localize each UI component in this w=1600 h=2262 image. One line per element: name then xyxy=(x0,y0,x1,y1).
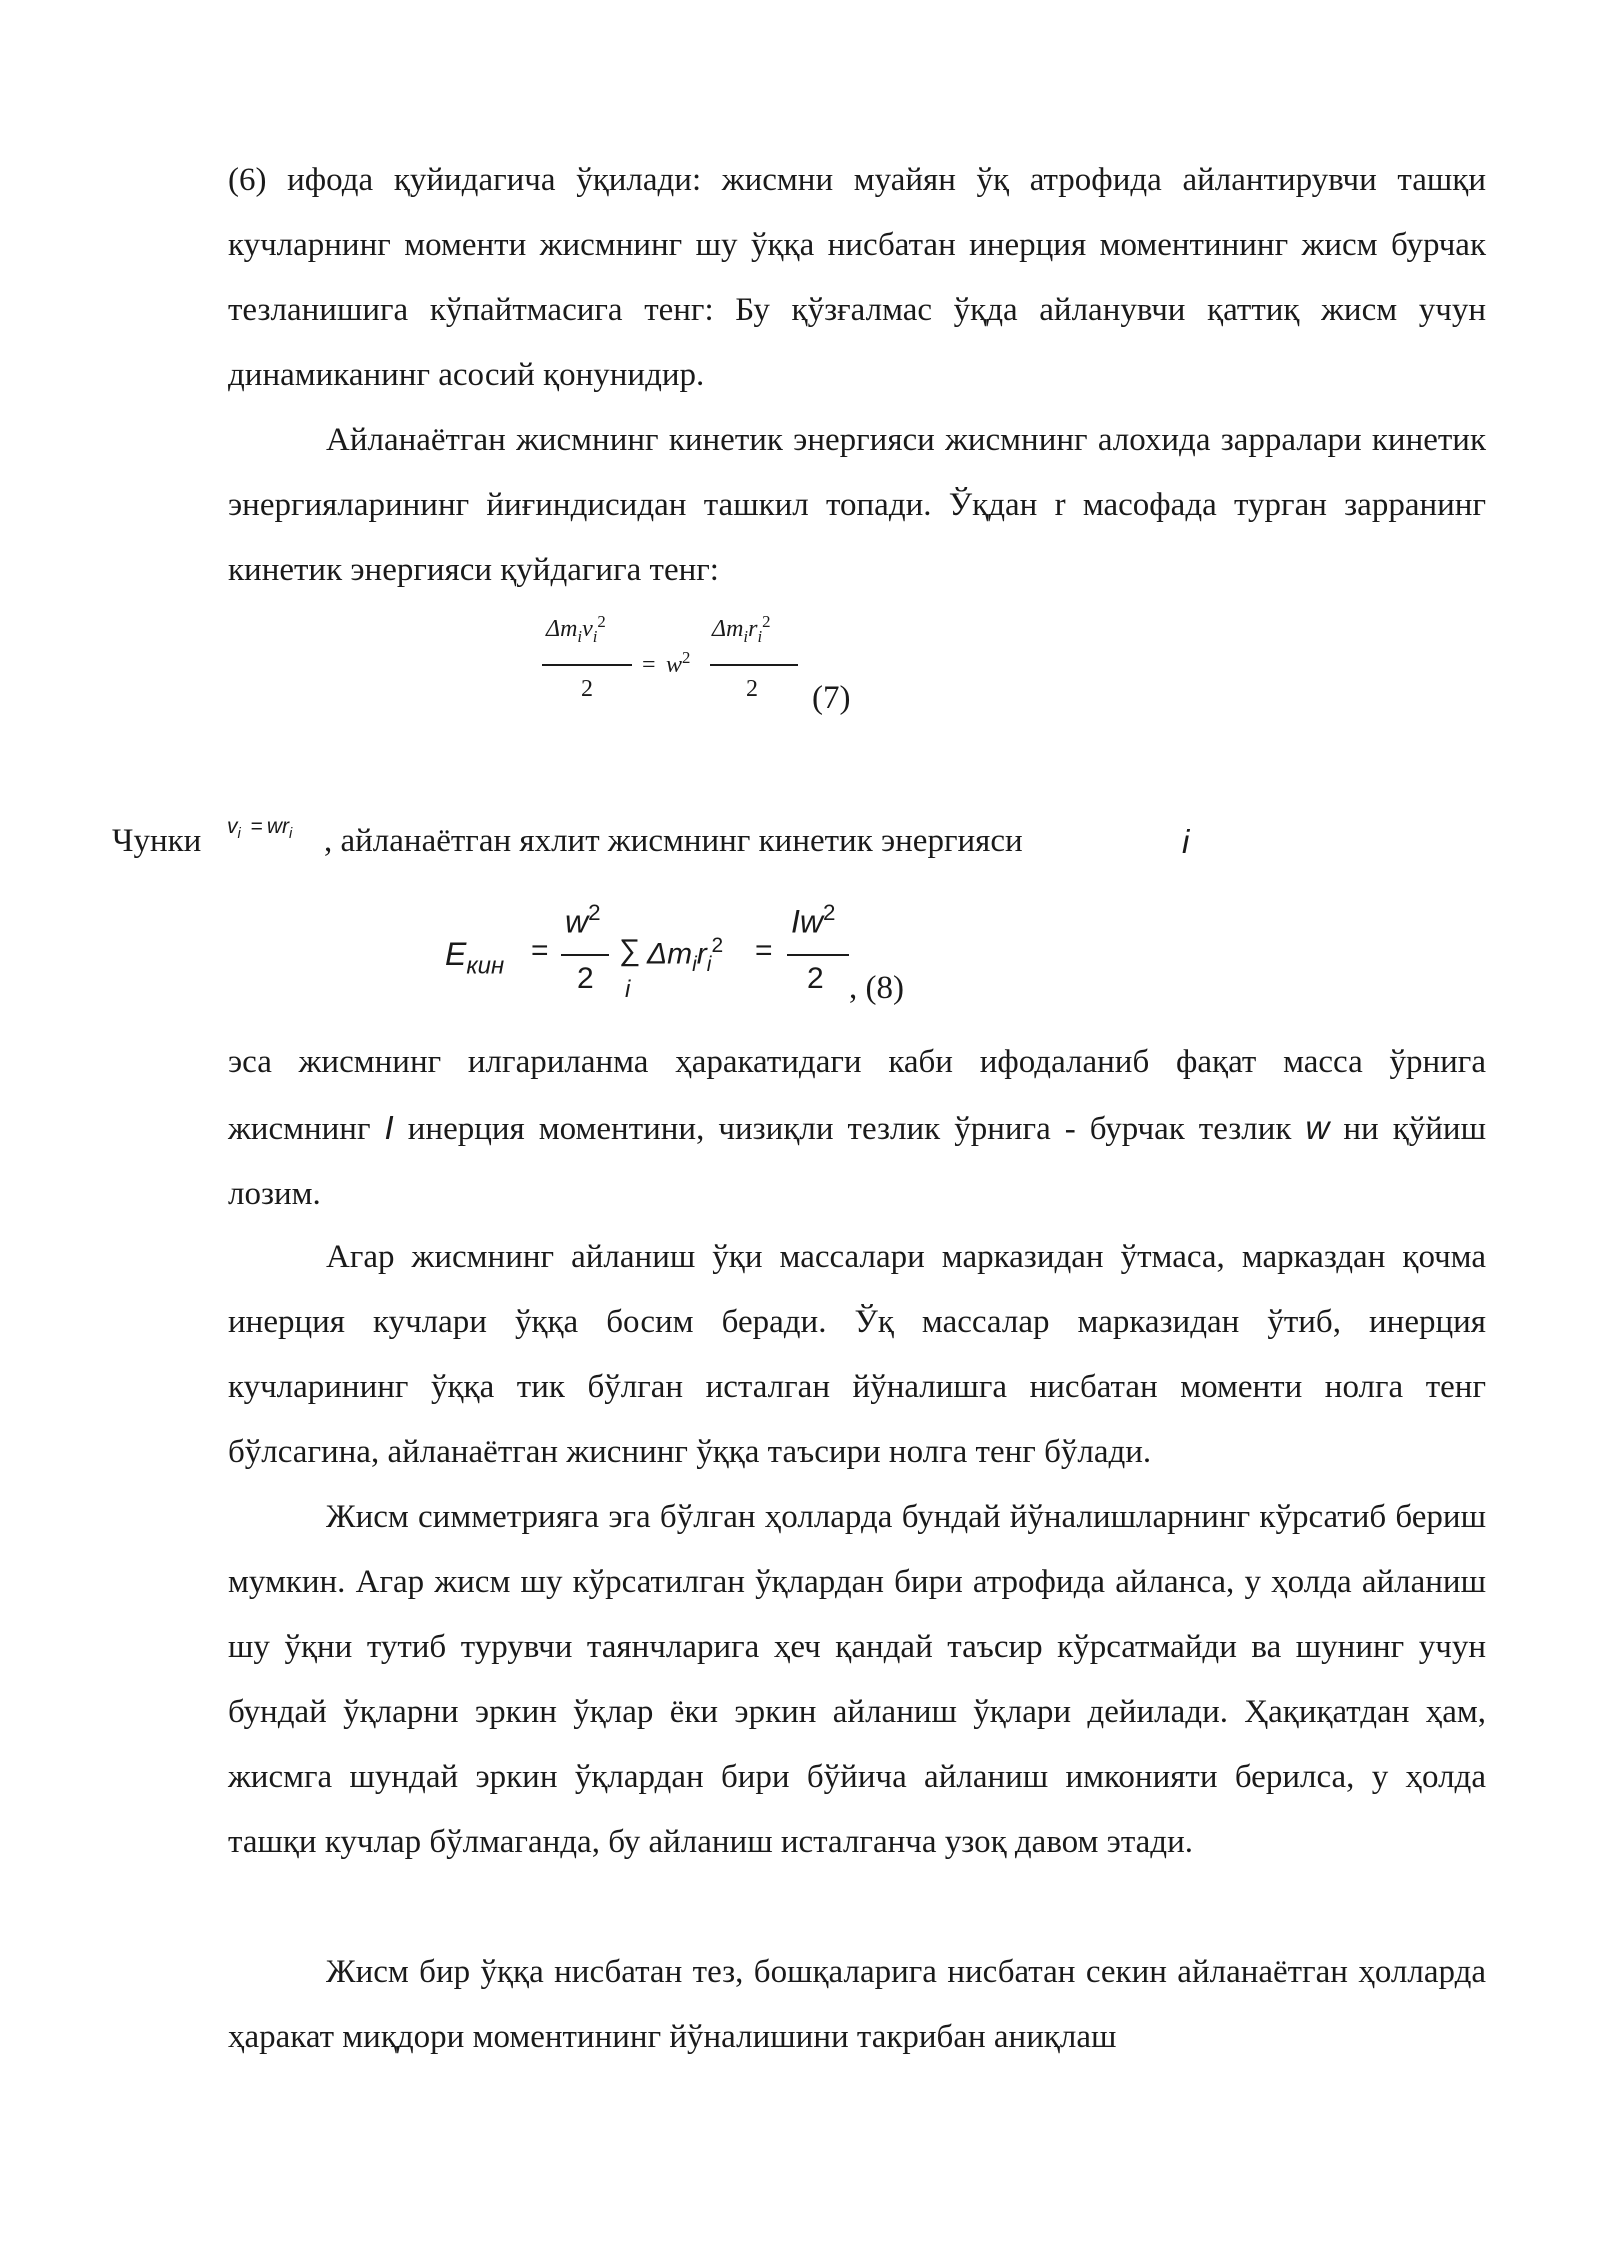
eq7-equals: = xyxy=(642,652,656,678)
eq7-left-fraction-bar xyxy=(542,664,632,666)
eq7-w: $w^2$ xyxy=(666,648,691,679)
eq8-frac2-bar xyxy=(787,954,849,956)
equation-8 xyxy=(445,900,965,1020)
eq8-frac1-numerator: $w^2$ xyxy=(565,900,601,940)
paragraph-3: эса жисмнинг илгариланма ҳаракатидаги каби ифодаланиб фақат масса ўрнига жисмнинг I инерция моментини, чизиқли тезлик ўрнига - бурчак тезлик w ни қўйиш лозим. xyxy=(228,1044,1486,1212)
eq8-frac2-denominator: 2 xyxy=(807,962,824,995)
eq8-sum-index: i xyxy=(625,976,631,1003)
paragraph-4: Агар жисмнинг айланиш ўқи массалари марказидан ўтмаса, марказдан қочма инерция кучлари ўққа босим беради. Ўқ массалар марказидан ўтиб, инерция кучларининг ўққа тик бўлган исталган йўналишга нисбатан моменти нолга тенг бўлсагина, айланаётган жиснинг ўққа таъсири нолга тенг бўлади. xyxy=(228,1239,1486,1470)
chunki-text: , айланаётган яхлит жисмнинг кинетик энергияси xyxy=(324,823,1023,859)
paragraph-1: (6) ифода қуйидагича ўқилади: жисмни муайян ўқ атрофида айлантирувчи ташқи кучларнинг моменти жисмнинг шу ўққа нисбатан инерция моментининг жисм бурчак тезланишига кўпайтмасига тенг: Бу қўзғалмас ўқда айланувчи қаттиқ жисм учун динамиканинг асосий қонунидир. xyxy=(228,162,1486,393)
paragraph-6: Жисм бир ўққа нисбатан тез, бошқаларига нисбатан секин айланаётган ҳолларда ҳаракат миқдори моментининг йўналишини такрибан аниқлаш xyxy=(228,1954,1486,2055)
eq7-right-numerator: $\Delta m_ir_i^2$ xyxy=(712,612,771,647)
paragraph-5: Жисм симметрияга эга бўлган ҳолларда бундай йўналишларнинг кўрсатиб бериш мумкин. Агар жисм шу кўрсатилган ўқлардан бири атрофида айланса, у ҳолда айланиш шу ўқни тутиб турувчи таянчларига ҳеч қандай таъсир кўрсатмайди ва шунинг учун бундай ўқларни эркин ўқлар ёки эркин айланиш ўқлари дейилади. Ҳақиқатдан ҳам, жисмга шундай эркин ўқлардан бири бўйича айланиш имконияти берилса, у ҳолда ташқи кучлар бўлмаганда, бу айланиш исталганча узоқ давом этади. xyxy=(228,1499,1486,1860)
eq8-frac2-numerator: Iw$^2$ xyxy=(791,900,836,940)
eq8-sum-term: $\Delta m_ir_i^2$ xyxy=(647,934,724,976)
symbol-w: w xyxy=(1305,1109,1330,1146)
eq8-equals-1: = xyxy=(531,934,549,967)
eq8-equals-2: = xyxy=(755,934,773,967)
equation-7 xyxy=(540,612,860,722)
symbol-I: I xyxy=(384,1109,394,1146)
chunki-line xyxy=(112,815,1512,875)
eq8-frac1-denominator: 2 xyxy=(577,962,594,995)
eq7-right-denominator: 2 xyxy=(746,676,758,702)
eq7-label: (7) xyxy=(812,680,851,716)
eq7-right-fraction-bar xyxy=(710,664,798,666)
eq8-label: , (8) xyxy=(849,970,904,1006)
eq8-E: $E_{кин}$ xyxy=(445,936,505,980)
eq8-frac1-bar xyxy=(561,954,609,956)
eq8-sum-sign: ∑ xyxy=(619,934,641,967)
eq7-left-denominator: 2 xyxy=(581,676,593,702)
trailing-i: i xyxy=(1182,823,1190,860)
chunki-word: Чунки xyxy=(112,823,202,859)
paragraph-2: Айланаётган жисмнинг кинетик энергияси жисмнинг алохида зарралари кинетик энергияларининг йиғиндисидан ташкил топади. Ўқдан r масофада турган зарранинг кинетик энергияси қуйдагига тенг: xyxy=(228,422,1486,588)
inline-formula-vi-wri: $v_i = wr_i$ xyxy=(227,815,293,843)
eq7-left-numerator: $\Delta m_iv_i^2$ xyxy=(546,612,606,647)
